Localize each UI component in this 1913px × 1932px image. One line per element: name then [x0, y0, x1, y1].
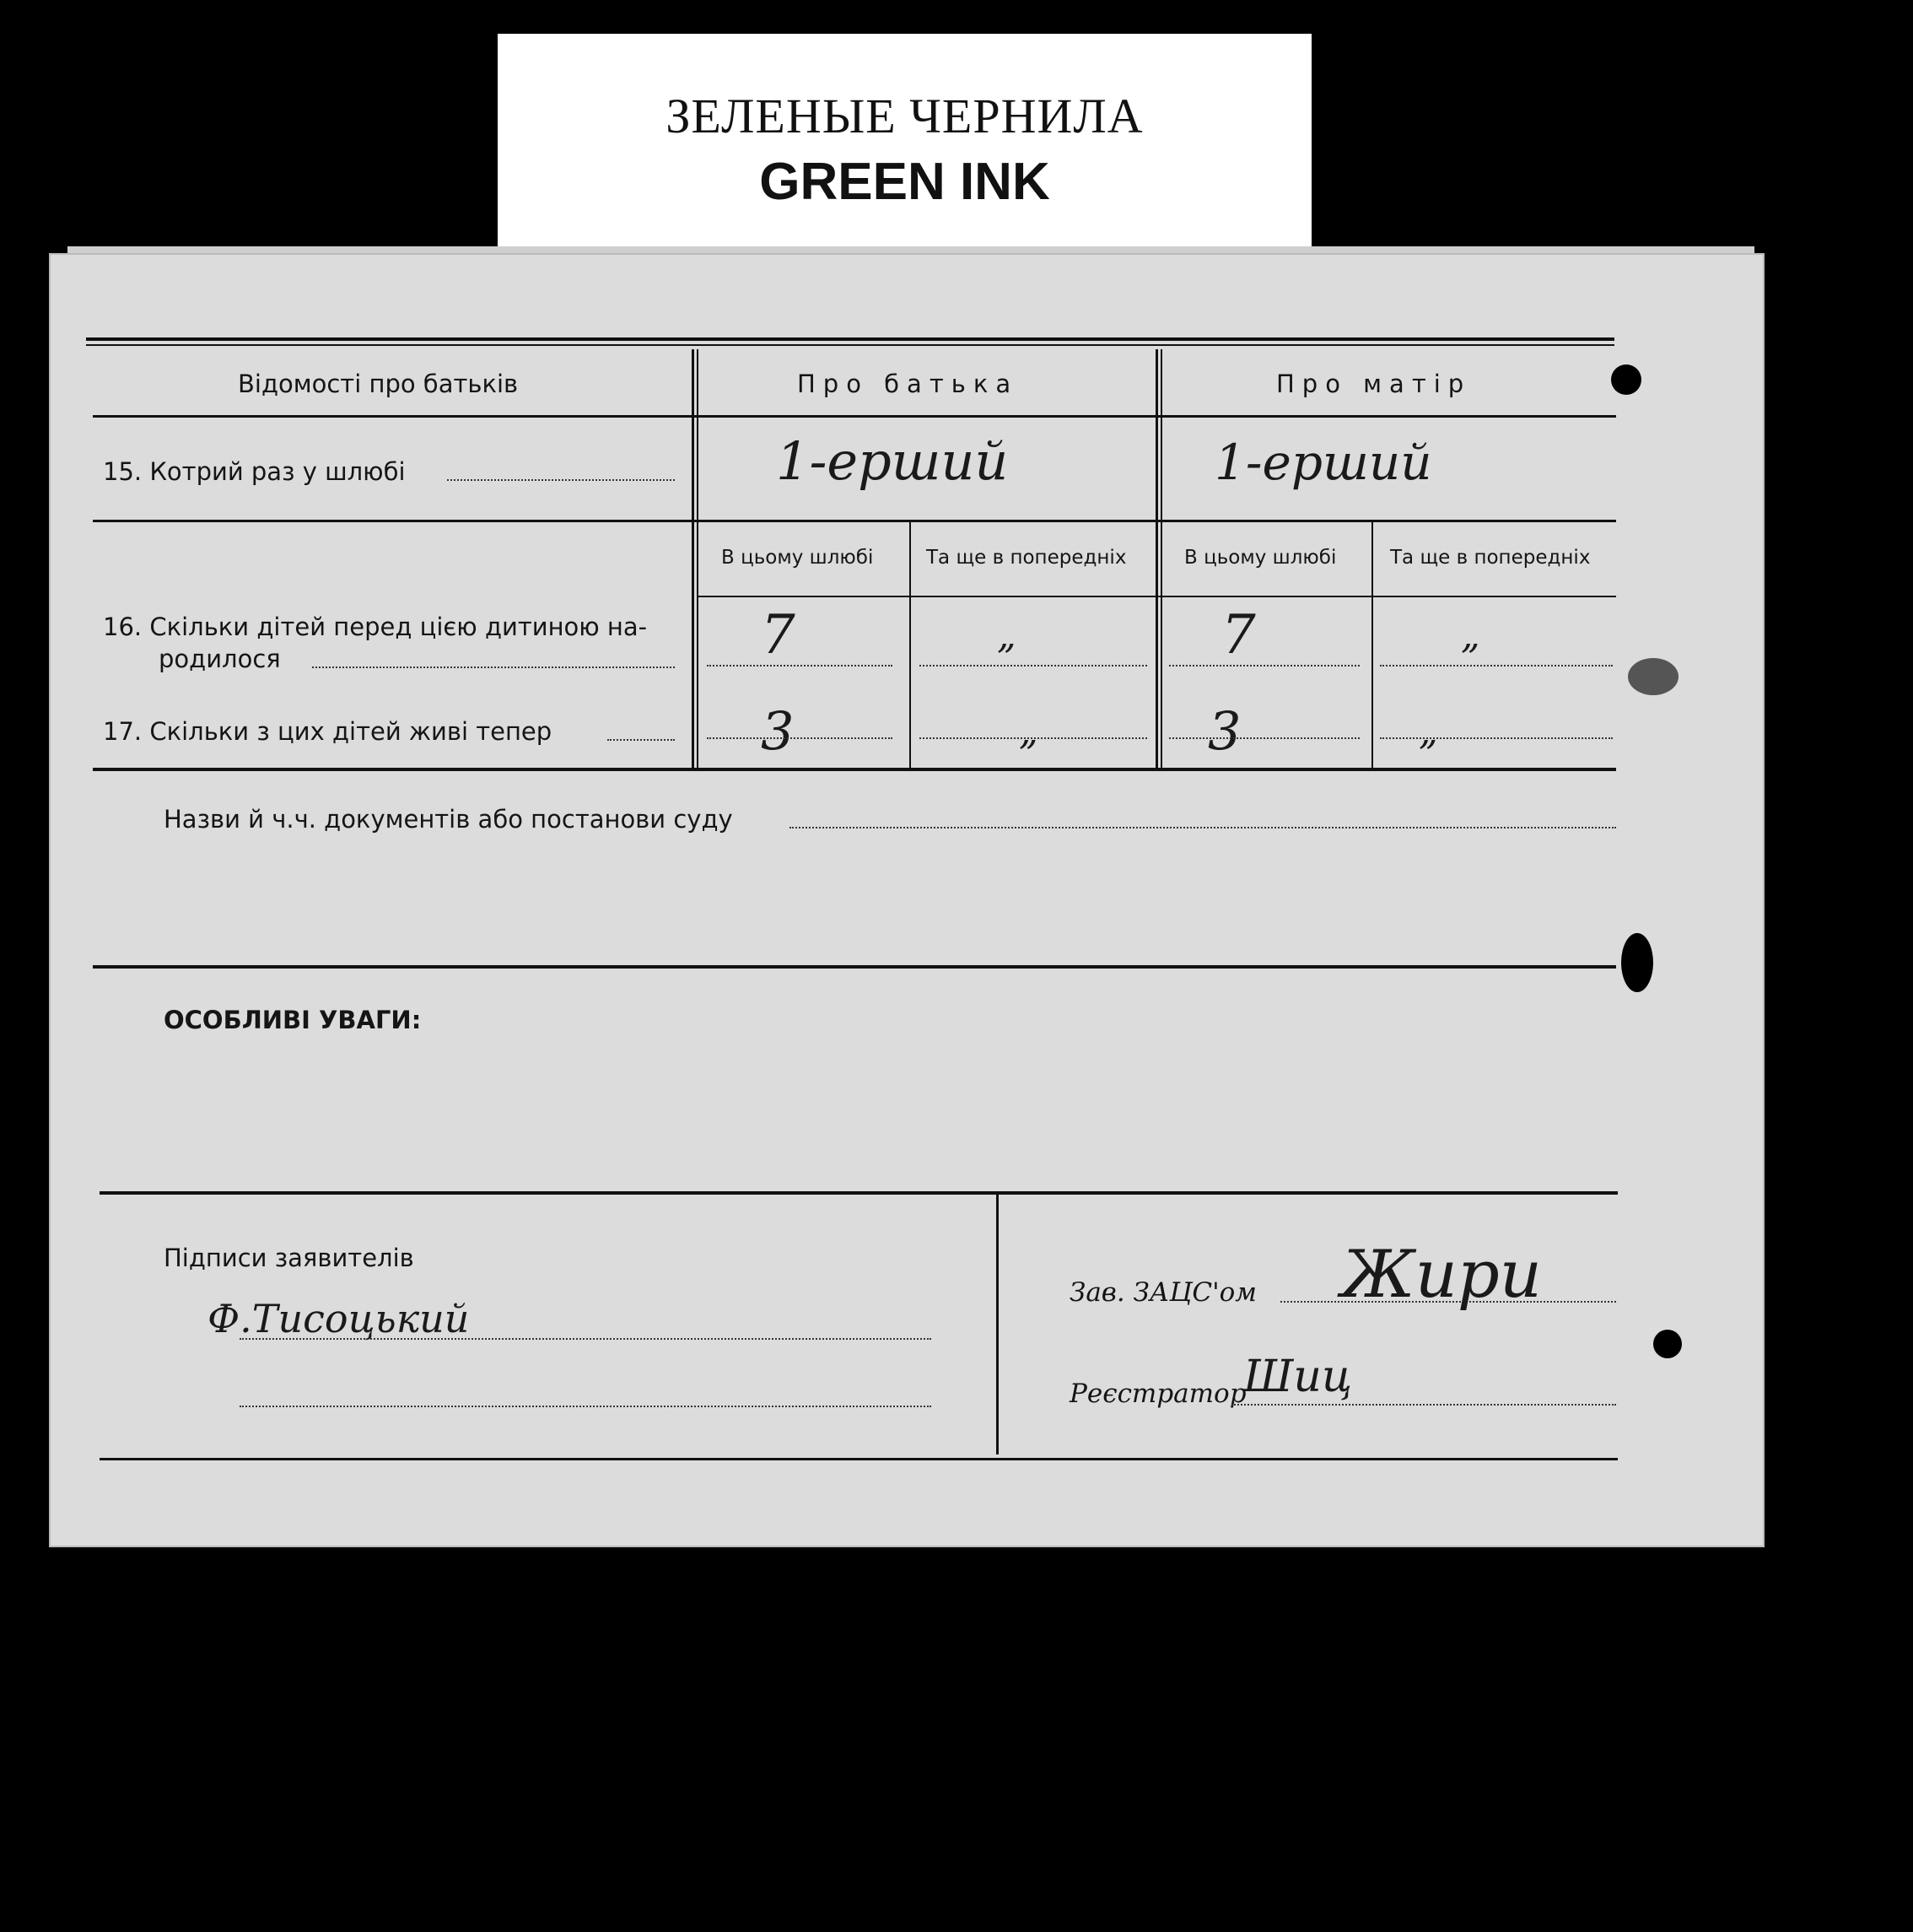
label-russian: ЗЕЛЕНЫЕ ЧЕРНИЛА — [666, 89, 1144, 143]
punch-hole — [1611, 364, 1641, 395]
row17-mother-this: 3 — [1208, 700, 1242, 762]
father-this-marriage-header: В цьому шлюбі — [721, 547, 874, 569]
row17-father-prev-line — [919, 737, 1147, 739]
special-notes-rule — [100, 1191, 1618, 1195]
green-ink-label-card — [498, 34, 1312, 262]
col-separator-1 — [692, 349, 694, 771]
row16-mother-this-line — [1169, 665, 1360, 666]
ink-stain — [1628, 658, 1679, 695]
row16-mother-prev: „ — [1461, 614, 1480, 657]
row17-label: 17. Скільки з цих дітей живі тепер — [103, 717, 552, 746]
row16-leader — [312, 666, 675, 668]
row17-mother-prev: „ — [1419, 710, 1438, 753]
bottom-rule — [100, 1458, 1618, 1460]
row16-mother-this: 7 — [1221, 604, 1256, 666]
row17-father-this: 3 — [761, 700, 795, 762]
registrar-signature: Шиц — [1243, 1352, 1353, 1402]
applicant-signature: Ф.Тисоцький — [207, 1296, 470, 1341]
row16-label-line2: родилося — [159, 645, 281, 673]
document-sheet — [49, 253, 1765, 1547]
col-separator-father-sub — [909, 521, 911, 771]
label-english: GREEN INK — [759, 153, 1050, 211]
punch-hole — [1621, 933, 1653, 992]
head-label: Зав. ЗАЦС'ом — [1070, 1277, 1257, 1308]
row16-father-this-line — [707, 665, 892, 666]
row15-rule — [93, 520, 1616, 522]
mother-previous-header: Та ще в попередніх — [1390, 547, 1591, 569]
documents-line — [789, 827, 1616, 828]
applicants-label: Підписи заявителів — [164, 1244, 414, 1272]
col-separator-2b — [1161, 349, 1162, 771]
row15-leader — [447, 479, 675, 481]
top-rule — [86, 337, 1614, 341]
header-mother: Про матір — [1276, 370, 1472, 398]
row16-father-prev: „ — [997, 614, 1016, 657]
top-rule-2 — [86, 344, 1614, 346]
signatures-divider — [996, 1193, 999, 1454]
row16-father-this: 7 — [761, 604, 795, 666]
col-separator-1b — [697, 349, 698, 771]
row15-mother-value: 1-ерший — [1215, 434, 1432, 491]
row17-father-this-line — [707, 737, 892, 739]
head-signature: Жири — [1341, 1237, 1543, 1313]
special-notes-label: ОСОБЛИВІ УВАГИ: — [164, 1006, 422, 1034]
row17-father-prev: „ — [1019, 710, 1038, 753]
row17-mother-this-line — [1169, 737, 1360, 739]
registrar-line — [1231, 1404, 1616, 1406]
row17-leader — [607, 739, 675, 741]
registrar-label: Реєстратор — [1070, 1379, 1247, 1409]
header-parents-info: Відомості про батьків — [238, 370, 519, 398]
row16-label-line1: 16. Скільки дітей перед цією дитиною на- — [103, 613, 648, 641]
applicant-line-1 — [240, 1338, 931, 1340]
col-separator-mother-sub — [1371, 521, 1373, 771]
applicant-line-2 — [240, 1406, 931, 1407]
row15-label: 15. Котрий раз у шлюбі — [103, 457, 406, 486]
row17-rule — [93, 768, 1616, 771]
mother-this-marriage-header: В цьому шлюбі — [1184, 547, 1337, 569]
father-previous-header: Та ще в попередніх — [926, 547, 1127, 569]
punch-hole — [1653, 1330, 1682, 1358]
documents-rule — [93, 965, 1616, 969]
row16-mother-prev-line — [1380, 665, 1613, 666]
header-father: Про батька — [797, 370, 1019, 398]
documents-label: Назви й ч.ч. документів або постанови суду — [164, 805, 733, 834]
row16-father-prev-line — [919, 665, 1147, 666]
subheader-rule — [697, 596, 1616, 597]
col-separator-2 — [1156, 349, 1158, 771]
row15-father-value: 1-ерший — [776, 430, 1009, 492]
header-rule — [93, 415, 1616, 418]
row17-mother-prev-line — [1380, 737, 1613, 739]
